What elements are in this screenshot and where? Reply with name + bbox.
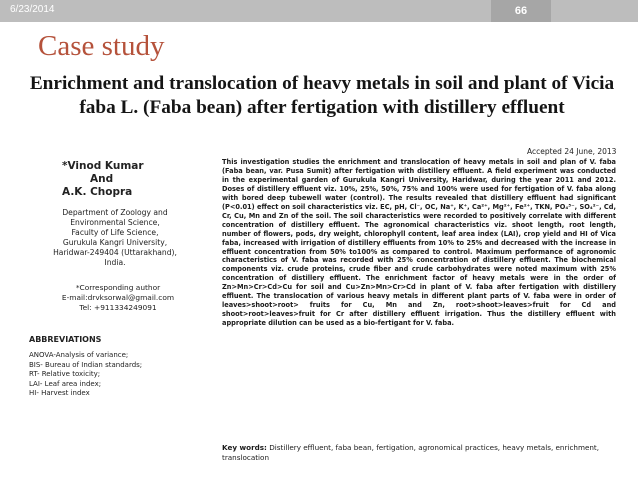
affiliation-line: India. [104,258,126,267]
paper-title: Enrichment and translocation of heavy metals in soil and plant of Vicia faba L. (Faba bean) after fertigation with distillery effluent [29,73,615,118]
author-phone: Tel: +911334249091 [79,303,157,312]
accepted-date: Accepted 24 June, 2013 [527,147,617,156]
abbreviation-item: LAI- Leaf area index; [29,379,102,388]
author-1: *Vinod Kumar [62,160,144,172]
abbreviation-item: ANOVA-Analysis of variance; [29,351,129,359]
author-2: A.K. Chopra [62,186,133,198]
slide-date: 6/23/2014 [10,4,55,15]
corresponding-author-block [33,283,203,313]
affiliation-line: Faculty of Life Science, [71,228,159,237]
author-block [62,160,144,199]
affiliation-line: Environmental Science, [70,218,160,227]
slide-heading: Case study [38,30,165,62]
affiliation-block [30,208,200,268]
corresponding-label: *Corresponding author [75,283,161,292]
affiliation-line: Gurukula Kangri University, [62,238,168,247]
author-and: And [90,173,114,185]
abstract-text: This investigation studies the enrichment and translocation of heavy metals in soil and plan of V. faba (Faba bean, var. Pusa Sumit) after fertigation with distillery effluent. A field experiment was conducted in the experimental garden of Gurukula Kangri University, Haridwar, during the year 2011 and 2012. Doses of distillery effluent viz. 10%, 25%, 50%, 75% and 100% were used for fertigation of V. faba along with bored deep tubewell water (control). The results revealed that distillery effluent had significant (P<0.01) effect on soil characteristics viz. EC, pH, Cl⁻, OC, Na⁺, K⁺, Ca²⁺, Mg²⁺, Fe²⁺, TKN, PO₄³⁻, SO₄²⁻, Cd, Cr, Cu, Mn and Zn of the soil. The soil characteristics were recorded to positively correlate with different concentration of distillery effluent. The agronomical characteristics viz. shoot length, root length, number of flowers, pods, dry weight, chlorophyll content, leaf area index (LAI), crop yield and HI of Vica faba, increased with irrigation of distillery effluents from 10% to 25% and decreased with the increase in effluent concentration from 50% to100% as compared to control. Maximum performance of agronomic characteristics of V. faba was recorded with 25% concentration of distillery effluent. The biochemical components viz. crude proteins, crude fiber and crude carbohydrates were noted maximum with 25% concentration of distillery effluent. The enrichment factor of heavy metals were in the order of Zn>Mn>Cr>Cd>Cu for soil and Cu>Zn>Mn>Cr>Cd in plant of V. faba after fertigation with distillery effluent. The translocation of various heavy metals in different plant parts of V. faba were in order of leaves>shoot>root> fruits for Cu, Mn and Zn, root>shoot>leaves>fruit for Cd and shoot>root>leaves>fruit for Cr after distillery effluent irrigation. Thus the distillery effluent with appropriate dilution can be used as a bio-fertigant for V. faba. [222,158,616,328]
abbreviations-heading: ABBREVIATIONS [29,335,102,344]
abbreviation-item: BIS- Bureau of Indian standards; [29,360,143,369]
affiliation-line: Haridwar-249404 (Uttarakhand), [53,248,177,257]
abbreviation-item: HI- Harvest index [29,389,90,397]
author-email: E-mail:drvksorwal@gmail.com [61,293,175,302]
keywords-label: Key words: [222,443,267,452]
abbreviations-list [29,351,142,399]
affiliation-line: Department of Zoology and [62,208,168,217]
keywords-text: Distillery effluent, faba bean, fertigation, agronomical practices, heavy metals, enrichment, translocation [222,443,600,462]
slide-number: 66 [491,0,551,22]
abbreviation-item: RT- Relative toxicity; [29,370,101,378]
keywords-block [222,443,616,462]
slide-header-bar [0,0,638,22]
